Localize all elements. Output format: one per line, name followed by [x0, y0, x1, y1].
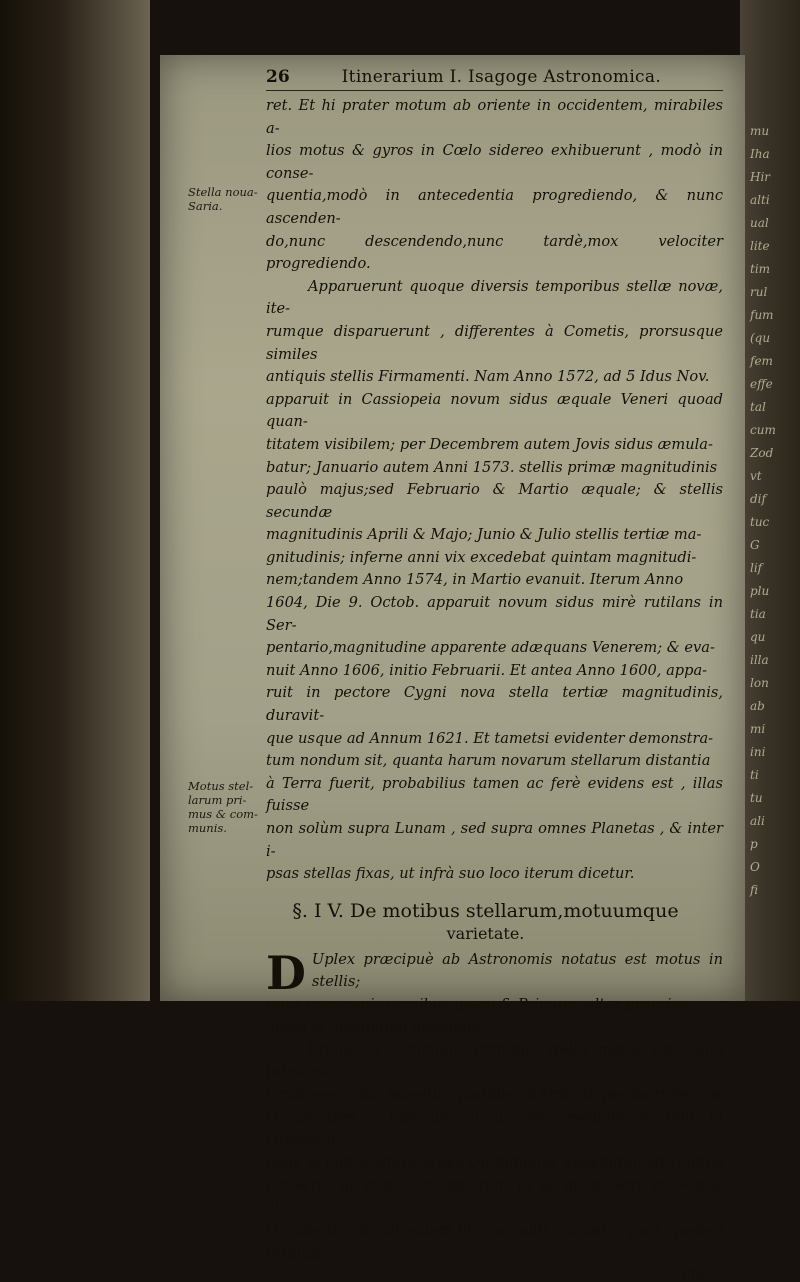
margin-note-text: Motus stel- larum pri- mus & com- munis.: [188, 779, 258, 835]
text-line: Occidentem , indeque rursus per mediam noctem in Orientem;: [266, 1108, 723, 1149]
text-line: ret. Et hi prater motum ab oriente in occidentem, mirabiles a-: [266, 97, 723, 137]
drop-cap-initial: D: [266, 945, 306, 1000]
text-line: Occidente in Orientem,ut nonnulli volunt, quos postea refutabi-: [266, 1221, 723, 1262]
next-page-fragment: p: [750, 837, 758, 851]
text-line: que usque ad Annum 1621. Et tametsi evidenter demonstra-: [266, 729, 714, 747]
next-page-fragment: lif: [750, 561, 763, 575]
next-page-fragment: (qu: [750, 331, 771, 345]
next-page-fragment: tia: [750, 607, 766, 621]
text-line: Uplex præcipuè ab Astronomis notatus est motus in stellis;: [311, 950, 723, 991]
catchword: mus.: [681, 1265, 717, 1282]
next-page-fragment: rul: [750, 285, 768, 299]
paragraph-de-motibus: [266, 945, 723, 1265]
next-page-fragment: illa: [750, 653, 769, 667]
running-head: [266, 67, 723, 91]
next-page-fragment: lite: [750, 239, 770, 253]
next-page-fragment: cum: [750, 423, 776, 437]
text-line: rumque disparuerunt , differentes à Cometis, prorsusque similes: [266, 322, 723, 363]
next-page-fragment: G: [750, 538, 760, 552]
next-page-fragment: fum: [750, 308, 774, 322]
text-line: do,nunc descendendo,nunc tardè,mox velociter progrediendo.: [266, 232, 723, 273]
next-page-fragment: ini: [750, 745, 766, 759]
book-page: [160, 55, 745, 1282]
page-number: 26: [266, 67, 290, 87]
next-page-fragment: ti: [750, 768, 759, 782]
next-page-fragment: vt: [750, 469, 762, 483]
book-gutter-left: [0, 0, 150, 1001]
next-page-fragment: Hir: [750, 170, 771, 184]
next-page-fragment: mu: [750, 124, 770, 138]
text-line: unde & motus Diurnus seu Quotidianus appellatur. Hic motus: [266, 1154, 723, 1172]
next-page-fragment: mi: [750, 722, 766, 736]
text-line: Apparuerunt quoque diversis temporibus stellæ novæ, ite-: [266, 277, 723, 318]
text-line: quentia,modò in antecedentia progrediendo, & nunc ascenden-: [266, 187, 723, 227]
section-heading: §. I V. De motibus stellarum,motuumque: [292, 899, 679, 922]
margin-note-motus-primus: [188, 779, 260, 835]
next-page-fragment: ali: [750, 814, 765, 828]
next-page-edge: [740, 0, 800, 1001]
next-page-fragment: dif: [750, 492, 766, 506]
text-line: unus communis omnibus,quem & Primum; alter proprius,: [266, 995, 693, 1013]
next-page-fragment: O: [750, 860, 760, 874]
text-line: antiquis stellis Firmamenti. Nam Anno 1572, ad 5 Idus Nov.: [266, 368, 710, 386]
text-line: non solùm supra Lunam , sed supra omnes Planetas , & inter i-: [266, 820, 723, 860]
text-line: paulò majus;sed Februario & Martio æquale; & stellis secundæ: [266, 481, 723, 521]
text-line: tum nondum sit, quanta harum novarum stellarum distantia: [266, 752, 711, 770]
text-line: batur; Januario autem Anni 1573. stellis primæ magnitudinis: [266, 458, 718, 476]
next-page-fragment: tu: [750, 791, 763, 805]
text-line: lios motus & gyros in Cœlo sidereo exhibuerunt , modò in conse-: [266, 142, 723, 182]
text-line: psas stellas fixas, ut infrà suo loco iterum dicetur.: [266, 865, 635, 883]
next-page-fragment: Zod: [750, 446, 774, 460]
next-page-fragment: fem: [750, 354, 773, 368]
next-page-fragment: qu: [750, 630, 766, 644]
next-page-fragment: Iha: [750, 147, 770, 161]
text-line: à Terra fuerit, probabilius tamen ac ferè evidens est , illas fuisse: [266, 774, 723, 815]
text-line: magnitudinis Aprili & Majo; Junio & Julio stellis tertiæ ma-: [266, 526, 702, 544]
next-page-fragment: ual: [750, 216, 769, 230]
next-page-fragment: plu: [750, 584, 770, 598]
next-page-fragment: alti: [750, 193, 770, 207]
section-subheading: varietate.: [446, 923, 525, 943]
next-page-fragment: lon: [750, 676, 769, 690]
text-line: Primus & communis omnibus stellis motus est , quo totus stel-: [266, 1041, 723, 1081]
text-line: est verus ac realis,non apparens ex eo quòd Terra moveatur ab: [266, 1176, 723, 1217]
text-line: nem;tandem Anno 1574, in Martio evanuit. Iterum Anno: [266, 571, 684, 589]
text-line: quem & Secundum appellant.: [266, 1018, 487, 1036]
paragraph-novae-stellae: [266, 95, 723, 886]
next-page-fragment: fi: [750, 883, 759, 897]
text-line: gnitudinis; inferne anni vix excedebat quintam magnitudi-: [266, 548, 697, 566]
text-line: apparuit in Cassiopeia novum sidus æquale Veneri quoad quan-: [266, 390, 723, 431]
text-line: pentario,magnitudine apparente adæquans Venerem; & eva-: [266, 639, 715, 657]
text-line: larum exercitus movetur quotidie ab Oriente per meridiem in: [266, 1086, 722, 1104]
next-page-fragment: tal: [750, 400, 766, 414]
next-page-fragment: effe: [750, 377, 773, 391]
next-page-fragment: tuc: [750, 515, 770, 529]
margin-note-text: Stella noua- Saria.: [188, 185, 258, 213]
text-line: 1604, Die 9. Octob. apparuit novum sidus mirè rutilans in Ser-: [266, 594, 723, 634]
next-page-fragment: ab: [750, 699, 765, 713]
running-title: Itinerarium I. Isagoge Astronomica.: [341, 67, 662, 87]
next-page-fragment: tim: [750, 262, 771, 276]
page-content: [188, 67, 723, 1282]
text-line: ruit in pectore Cygni nova stella tertiæ magnitudinis, duravit-: [266, 684, 723, 725]
text-line: nuit Anno 1606, initio Februarii. Et antea Anno 1600, appa-: [266, 661, 708, 679]
margin-note-stella-nova: [188, 185, 260, 213]
text-line: titatem visibilem; per Decembrem autem Jovis sidus æmula-: [266, 435, 713, 453]
